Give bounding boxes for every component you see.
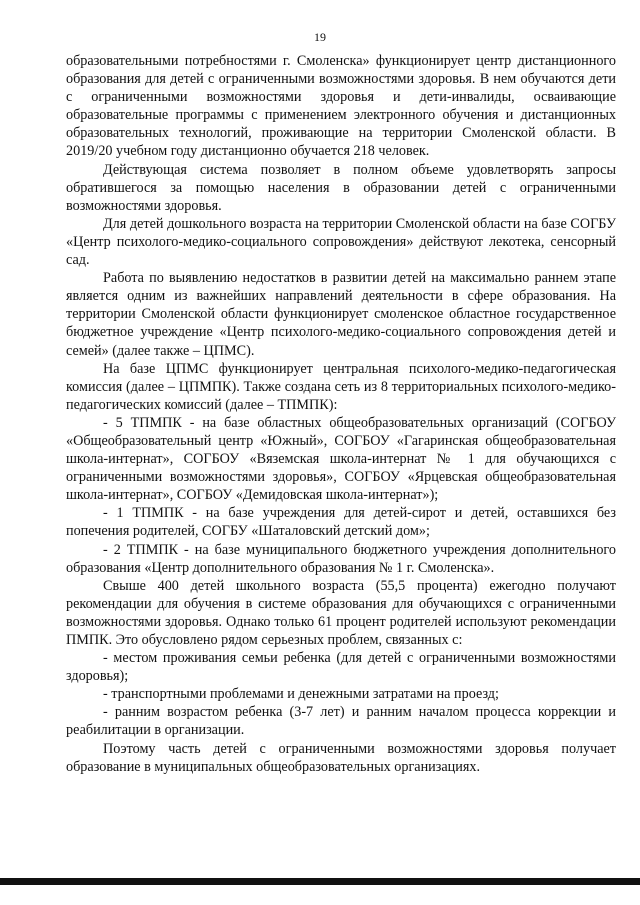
paragraph: Поэтому часть детей с ограниченными возможностями здоровья получает образование в муниципальных общеобразовательных организациях. [66, 740, 616, 775]
list-item: - 5 ТПМПК - на базе областных общеобразовательных организаций (СОГБОУ «Общеобразовательный центр «Южный», СОГБОУ «Гагаринская общеобразовательная школа-интернат», СОГБОУ «Вяземская школа-интернат № 1 для обучающихся с ограниченными возможностями здоровья», СОГБОУ «Ярцевская общеобразовательная школа-интернат», СОГБОУ «Демидовская школа-интернат»); [66, 414, 616, 504]
paragraph: Работа по выявлению недостатков в развитии детей на максимально раннем этапе является одним из важнейших направлений деятельности в сфере образования. На территории Смоленской области функционирует смоленское областное государственное бюджетное учреждение «Центр психолого-медико-социального сопровождения детей и семей» (далее также – ЦПМС). [66, 270, 616, 359]
scan-edge-bar [0, 878, 640, 885]
paragraph: На базе ЦПМС функционирует центральная психолого-медико-педагогическая комиссия (далее – ЦПМПК). Также создана сеть из 8 территориальных психолого-медико-педагогических комиссий (далее – ТПМПК): [66, 360, 616, 413]
list-item: - местом проживания семьи ребенка (для детей с ограниченными возможностями здоровья); [66, 650, 616, 685]
list-item: - ранним возрастом ребенка (3-7 лет) и ранним началом процесса коррекции и реабилитации в организации. [66, 704, 616, 739]
list-item: - 1 ТПМПК - на базе учреждения для детей-сирот и детей, оставшихся без попечения родителей, СОГБУ «Шаталовский детский дом»; [66, 505, 616, 540]
list-item: - транспортными проблемами и денежными затратами на проезд; [103, 686, 499, 703]
paragraph: Свыше 400 детей школьного возраста (55,5 процента) ежегодно получают рекомендации для обучения в системе образования для обучающихся с ограниченными возможностями здоровья. Однако только 61 процент родителей используют рекомендации ПМПК. Это обусловлено рядом серьезных проблем, связанных с: [66, 577, 616, 648]
paragraph: Действующая система позволяет в полном объеме удовлетворять запросы обратившегося за помощью населения в образовании детей с ограниченными возможностями здоровья. [66, 161, 616, 214]
paragraph: образовательными потребностями г. Смоленска» функционирует центр дистанционного образования для детей с ограниченными возможностями здоровья. В нем обучаются дети с ограниченными возможностями здоровья и дети-инвалиды, осваивающие образовательные программы с применением электронного обучения и дистанционных образовательных технологий, проживающие на территории Смоленской области. В 2019/20 учебном году дистанционно обучается 218 человек. [66, 53, 616, 160]
page-number: 19 [314, 30, 326, 44]
list-item: - 2 ТПМПК - на базе муниципального бюджетного учреждения дополнительного образования «Центр дополнительного образования № 1 г. Смоленска». [66, 541, 616, 576]
document-body [66, 52, 616, 776]
paragraph: Для детей дошкольного возраста на территории Смоленской области на базе СОГБУ «Центр психолого-медико-социального сопровождения» действуют лекотека, сенсорный сад. [66, 215, 616, 269]
